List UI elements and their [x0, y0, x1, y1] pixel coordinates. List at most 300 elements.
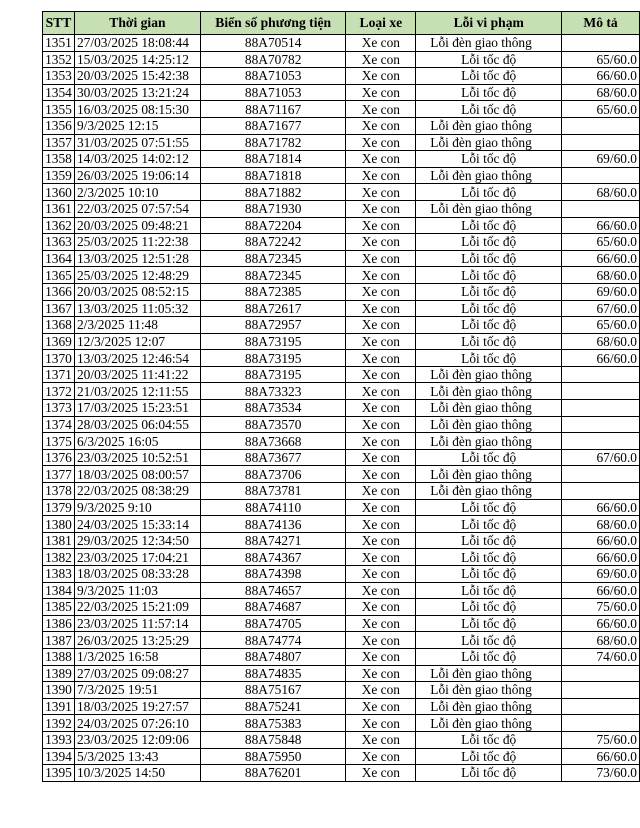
cell-time: 22/03/2025 08:38:29	[74, 483, 200, 500]
cell-violation: Lỗi tốc độ	[416, 765, 562, 782]
cell-description: 68/60.0	[562, 184, 640, 201]
cell-vehicle-type: Xe con	[346, 383, 416, 400]
table-row	[43, 68, 640, 85]
cell-plate: 88A71053	[200, 68, 346, 85]
table-row	[43, 400, 640, 417]
cell-description: 65/60.0	[562, 234, 640, 251]
cell-violation: Lỗi tốc độ	[416, 101, 562, 118]
cell-time: 21/03/2025 12:11:55	[74, 383, 200, 400]
cell-description: 67/60.0	[562, 300, 640, 317]
cell-time: 23/03/2025 17:04:21	[74, 549, 200, 566]
cell-description: 75/60.0	[562, 731, 640, 748]
table-body	[43, 35, 640, 782]
cell-stt: 1355	[43, 101, 75, 118]
cell-vehicle-type: Xe con	[346, 134, 416, 151]
cell-violation: Lỗi đèn giao thông	[416, 483, 562, 500]
cell-vehicle-type: Xe con	[346, 300, 416, 317]
cell-plate: 88A72617	[200, 300, 346, 317]
cell-violation: Lỗi tốc độ	[416, 748, 562, 765]
cell-plate: 88A72385	[200, 283, 346, 300]
cell-description: 66/60.0	[562, 582, 640, 599]
cell-violation: Lỗi đèn giao thông	[416, 715, 562, 732]
table-row	[43, 300, 640, 317]
table-row	[43, 665, 640, 682]
cell-violation: Lỗi đèn giao thông	[416, 665, 562, 682]
cell-vehicle-type: Xe con	[346, 549, 416, 566]
header-plate: Biển số phương tiện	[200, 12, 346, 35]
table-row	[43, 51, 640, 68]
table-row	[43, 134, 640, 151]
cell-violation: Lỗi đèn giao thông	[416, 433, 562, 450]
cell-time: 6/3/2025 16:05	[74, 433, 200, 450]
cell-vehicle-type: Xe con	[346, 566, 416, 583]
cell-vehicle-type: Xe con	[346, 234, 416, 251]
cell-vehicle-type: Xe con	[346, 682, 416, 699]
cell-stt: 1365	[43, 267, 75, 284]
cell-violation: Lỗi tốc độ	[416, 566, 562, 583]
cell-plate: 88A75383	[200, 715, 346, 732]
cell-plate: 88A73706	[200, 466, 346, 483]
cell-plate: 88A74705	[200, 615, 346, 632]
cell-vehicle-type: Xe con	[346, 765, 416, 782]
cell-plate: 88A75167	[200, 682, 346, 699]
cell-vehicle-type: Xe con	[346, 117, 416, 134]
cell-violation: Lỗi đèn giao thông	[416, 698, 562, 715]
cell-violation: Lỗi đèn giao thông	[416, 200, 562, 217]
cell-violation: Lỗi tốc độ	[416, 632, 562, 649]
cell-violation: Lỗi tốc độ	[416, 217, 562, 234]
cell-time: 13/03/2025 12:46:54	[74, 350, 200, 367]
cell-stt: 1353	[43, 68, 75, 85]
cell-time: 13/03/2025 11:05:32	[74, 300, 200, 317]
cell-violation: Lỗi tốc độ	[416, 267, 562, 284]
cell-time: 18/03/2025 08:00:57	[74, 466, 200, 483]
cell-stt: 1379	[43, 499, 75, 516]
cell-time: 27/03/2025 09:08:27	[74, 665, 200, 682]
cell-plate: 88A75241	[200, 698, 346, 715]
violation-table	[42, 11, 640, 782]
cell-violation: Lỗi tốc độ	[416, 283, 562, 300]
cell-violation: Lỗi tốc độ	[416, 184, 562, 201]
cell-time: 7/3/2025 19:51	[74, 682, 200, 699]
table-row	[43, 267, 640, 284]
cell-plate: 88A73534	[200, 400, 346, 417]
cell-stt: 1377	[43, 466, 75, 483]
cell-time: 5/3/2025 13:43	[74, 748, 200, 765]
table-row	[43, 101, 640, 118]
cell-vehicle-type: Xe con	[346, 698, 416, 715]
cell-vehicle-type: Xe con	[346, 516, 416, 533]
cell-vehicle-type: Xe con	[346, 167, 416, 184]
cell-time: 24/03/2025 07:26:10	[74, 715, 200, 732]
cell-plate: 88A74271	[200, 532, 346, 549]
cell-stt: 1351	[43, 35, 75, 52]
cell-plate: 88A73195	[200, 366, 346, 383]
cell-plate: 88A74835	[200, 665, 346, 682]
cell-vehicle-type: Xe con	[346, 317, 416, 334]
cell-stt: 1372	[43, 383, 75, 400]
cell-stt: 1378	[43, 483, 75, 500]
cell-violation: Lỗi tốc độ	[416, 151, 562, 168]
cell-vehicle-type: Xe con	[346, 748, 416, 765]
cell-stt: 1376	[43, 449, 75, 466]
cell-time: 22/03/2025 15:21:09	[74, 599, 200, 616]
cell-violation: Lỗi tốc độ	[416, 51, 562, 68]
cell-violation: Lỗi tốc độ	[416, 317, 562, 334]
table-row	[43, 582, 640, 599]
cell-description	[562, 134, 640, 151]
cell-plate: 88A72345	[200, 250, 346, 267]
cell-violation: Lỗi tốc độ	[416, 234, 562, 251]
cell-description	[562, 200, 640, 217]
cell-stt: 1359	[43, 167, 75, 184]
header-time: Thời gian	[74, 12, 200, 35]
cell-plate: 88A74367	[200, 549, 346, 566]
table-row	[43, 648, 640, 665]
cell-violation: Lỗi tốc độ	[416, 449, 562, 466]
cell-violation: Lỗi tốc độ	[416, 333, 562, 350]
cell-stt: 1352	[43, 51, 75, 68]
cell-time: 22/03/2025 07:57:54	[74, 200, 200, 217]
table-row	[43, 765, 640, 782]
cell-time: 20/03/2025 11:41:22	[74, 366, 200, 383]
table-row	[43, 433, 640, 450]
cell-stt: 1394	[43, 748, 75, 765]
cell-stt: 1385	[43, 599, 75, 616]
cell-time: 28/03/2025 06:04:55	[74, 416, 200, 433]
table-row	[43, 217, 640, 234]
cell-description: 74/60.0	[562, 648, 640, 665]
cell-vehicle-type: Xe con	[346, 250, 416, 267]
header-row	[43, 12, 640, 35]
cell-description	[562, 433, 640, 450]
cell-description: 66/60.0	[562, 532, 640, 549]
cell-violation: Lỗi tốc độ	[416, 615, 562, 632]
cell-stt: 1368	[43, 317, 75, 334]
cell-violation: Lỗi đèn giao thông	[416, 117, 562, 134]
cell-description: 69/60.0	[562, 566, 640, 583]
table-row	[43, 317, 640, 334]
table-row	[43, 283, 640, 300]
cell-description: 68/60.0	[562, 516, 640, 533]
cell-description: 66/60.0	[562, 499, 640, 516]
cell-stt: 1366	[43, 283, 75, 300]
cell-plate: 88A76201	[200, 765, 346, 782]
cell-vehicle-type: Xe con	[346, 665, 416, 682]
cell-stt: 1356	[43, 117, 75, 134]
cell-vehicle-type: Xe con	[346, 632, 416, 649]
cell-vehicle-type: Xe con	[346, 68, 416, 85]
table-row	[43, 715, 640, 732]
cell-plate: 88A74807	[200, 648, 346, 665]
header-vehicle-type: Loại xe	[346, 12, 416, 35]
cell-time: 14/03/2025 14:02:12	[74, 151, 200, 168]
cell-stt: 1354	[43, 84, 75, 101]
cell-violation: Lỗi đèn giao thông	[416, 682, 562, 699]
cell-vehicle-type: Xe con	[346, 400, 416, 417]
cell-stt: 1392	[43, 715, 75, 732]
cell-time: 20/03/2025 08:52:15	[74, 283, 200, 300]
table-row	[43, 499, 640, 516]
cell-vehicle-type: Xe con	[346, 416, 416, 433]
cell-vehicle-type: Xe con	[346, 350, 416, 367]
cell-stt: 1357	[43, 134, 75, 151]
cell-violation: Lỗi đèn giao thông	[416, 416, 562, 433]
cell-vehicle-type: Xe con	[346, 333, 416, 350]
table-row	[43, 532, 640, 549]
cell-violation: Lỗi đèn giao thông	[416, 134, 562, 151]
table-row	[43, 416, 640, 433]
table-row	[43, 449, 640, 466]
table-row	[43, 748, 640, 765]
cell-time: 1/3/2025 16:58	[74, 648, 200, 665]
cell-plate: 88A75848	[200, 731, 346, 748]
cell-plate: 88A72204	[200, 217, 346, 234]
cell-time: 25/03/2025 12:48:29	[74, 267, 200, 284]
cell-description: 75/60.0	[562, 599, 640, 616]
cell-vehicle-type: Xe con	[346, 35, 416, 52]
cell-vehicle-type: Xe con	[346, 449, 416, 466]
cell-plate: 88A73570	[200, 416, 346, 433]
cell-plate: 88A74110	[200, 499, 346, 516]
cell-time: 9/3/2025 12:15	[74, 117, 200, 134]
header-stt: STT	[43, 12, 75, 35]
cell-description	[562, 35, 640, 52]
cell-plate: 88A71677	[200, 117, 346, 134]
cell-description	[562, 117, 640, 134]
cell-stt: 1390	[43, 682, 75, 699]
cell-stt: 1362	[43, 217, 75, 234]
cell-time: 10/3/2025 14:50	[74, 765, 200, 782]
cell-stt: 1383	[43, 566, 75, 583]
cell-vehicle-type: Xe con	[346, 715, 416, 732]
cell-plate: 88A70782	[200, 51, 346, 68]
cell-time: 2/3/2025 10:10	[74, 184, 200, 201]
table-row	[43, 35, 640, 52]
cell-stt: 1358	[43, 151, 75, 168]
cell-vehicle-type: Xe con	[346, 648, 416, 665]
cell-description	[562, 665, 640, 682]
cell-plate: 88A74774	[200, 632, 346, 649]
cell-violation: Lỗi tốc độ	[416, 532, 562, 549]
table-row	[43, 566, 640, 583]
cell-description: 66/60.0	[562, 250, 640, 267]
cell-plate: 88A71818	[200, 167, 346, 184]
cell-time: 2/3/2025 11:48	[74, 317, 200, 334]
cell-violation: Lỗi tốc độ	[416, 68, 562, 85]
cell-plate: 88A71167	[200, 101, 346, 118]
cell-stt: 1361	[43, 200, 75, 217]
cell-plate: 88A72242	[200, 234, 346, 251]
cell-description	[562, 698, 640, 715]
cell-time: 30/03/2025 13:21:24	[74, 84, 200, 101]
cell-stt: 1384	[43, 582, 75, 599]
table-row	[43, 200, 640, 217]
cell-description: 65/60.0	[562, 101, 640, 118]
cell-vehicle-type: Xe con	[346, 599, 416, 616]
cell-violation: Lỗi tốc độ	[416, 731, 562, 748]
header-description: Mô tả	[562, 12, 640, 35]
cell-description	[562, 366, 640, 383]
cell-description: 65/60.0	[562, 51, 640, 68]
cell-stt: 1367	[43, 300, 75, 317]
cell-plate: 88A71882	[200, 184, 346, 201]
cell-vehicle-type: Xe con	[346, 582, 416, 599]
cell-violation: Lỗi đèn giao thông	[416, 466, 562, 483]
cell-stt: 1395	[43, 765, 75, 782]
table-row	[43, 383, 640, 400]
cell-description: 66/60.0	[562, 217, 640, 234]
cell-description	[562, 466, 640, 483]
cell-plate: 88A73668	[200, 433, 346, 450]
cell-stt: 1387	[43, 632, 75, 649]
cell-violation: Lỗi đèn giao thông	[416, 35, 562, 52]
cell-plate: 88A73195	[200, 350, 346, 367]
cell-violation: Lỗi tốc độ	[416, 499, 562, 516]
cell-time: 20/03/2025 15:42:38	[74, 68, 200, 85]
cell-stt: 1371	[43, 366, 75, 383]
cell-plate: 88A73323	[200, 383, 346, 400]
cell-time: 24/03/2025 15:33:14	[74, 516, 200, 533]
cell-description: 66/60.0	[562, 549, 640, 566]
cell-stt: 1382	[43, 549, 75, 566]
cell-vehicle-type: Xe con	[346, 51, 416, 68]
cell-vehicle-type: Xe con	[346, 615, 416, 632]
table-row	[43, 84, 640, 101]
cell-vehicle-type: Xe con	[346, 483, 416, 500]
cell-description	[562, 167, 640, 184]
cell-time: 25/03/2025 11:22:38	[74, 234, 200, 251]
cell-plate: 88A71814	[200, 151, 346, 168]
cell-plate: 88A74398	[200, 566, 346, 583]
cell-description	[562, 483, 640, 500]
cell-vehicle-type: Xe con	[346, 283, 416, 300]
cell-violation: Lỗi đèn giao thông	[416, 366, 562, 383]
cell-time: 18/03/2025 19:27:57	[74, 698, 200, 715]
table-row	[43, 151, 640, 168]
cell-description: 66/60.0	[562, 748, 640, 765]
cell-time: 26/03/2025 19:06:14	[74, 167, 200, 184]
cell-time: 18/03/2025 08:33:28	[74, 566, 200, 583]
cell-time: 20/03/2025 09:48:21	[74, 217, 200, 234]
cell-description: 68/60.0	[562, 632, 640, 649]
table-row	[43, 350, 640, 367]
table-row	[43, 698, 640, 715]
cell-time: 13/03/2025 12:51:28	[74, 250, 200, 267]
cell-plate: 88A72957	[200, 317, 346, 334]
table-row	[43, 615, 640, 632]
table-row	[43, 516, 640, 533]
cell-vehicle-type: Xe con	[346, 433, 416, 450]
cell-violation: Lỗi tốc độ	[416, 516, 562, 533]
cell-vehicle-type: Xe con	[346, 217, 416, 234]
cell-violation: Lỗi tốc độ	[416, 350, 562, 367]
cell-plate: 88A73781	[200, 483, 346, 500]
cell-description	[562, 715, 640, 732]
cell-plate: 88A73195	[200, 333, 346, 350]
cell-plate: 88A70514	[200, 35, 346, 52]
cell-time: 12/3/2025 12:07	[74, 333, 200, 350]
cell-stt: 1380	[43, 516, 75, 533]
cell-violation: Lỗi tốc độ	[416, 549, 562, 566]
cell-stt: 1381	[43, 532, 75, 549]
cell-stt: 1391	[43, 698, 75, 715]
cell-violation: Lỗi đèn giao thông	[416, 167, 562, 184]
table-row	[43, 549, 640, 566]
cell-plate: 88A75950	[200, 748, 346, 765]
cell-description: 68/60.0	[562, 267, 640, 284]
cell-violation: Lỗi tốc độ	[416, 582, 562, 599]
cell-description: 68/60.0	[562, 333, 640, 350]
cell-time: 27/03/2025 18:08:44	[74, 35, 200, 52]
table-row	[43, 250, 640, 267]
cell-time: 29/03/2025 12:34:50	[74, 532, 200, 549]
cell-stt: 1393	[43, 731, 75, 748]
cell-vehicle-type: Xe con	[346, 466, 416, 483]
table-row	[43, 483, 640, 500]
cell-description	[562, 682, 640, 699]
cell-violation: Lỗi tốc độ	[416, 300, 562, 317]
cell-violation: Lỗi đèn giao thông	[416, 383, 562, 400]
cell-plate: 88A74657	[200, 582, 346, 599]
cell-vehicle-type: Xe con	[346, 151, 416, 168]
cell-stt: 1389	[43, 665, 75, 682]
cell-plate: 88A74136	[200, 516, 346, 533]
cell-stt: 1369	[43, 333, 75, 350]
cell-stt: 1386	[43, 615, 75, 632]
cell-time: 31/03/2025 07:51:55	[74, 134, 200, 151]
cell-vehicle-type: Xe con	[346, 84, 416, 101]
cell-stt: 1363	[43, 234, 75, 251]
cell-time: 17/03/2025 15:23:51	[74, 400, 200, 417]
table-row	[43, 632, 640, 649]
cell-description: 69/60.0	[562, 151, 640, 168]
cell-stt: 1360	[43, 184, 75, 201]
cell-stt: 1375	[43, 433, 75, 450]
cell-description	[562, 416, 640, 433]
cell-violation: Lỗi đèn giao thông	[416, 400, 562, 417]
cell-vehicle-type: Xe con	[346, 267, 416, 284]
cell-time: 23/03/2025 10:52:51	[74, 449, 200, 466]
cell-vehicle-type: Xe con	[346, 101, 416, 118]
table-row	[43, 234, 640, 251]
cell-stt: 1373	[43, 400, 75, 417]
cell-description: 69/60.0	[562, 283, 640, 300]
cell-time: 9/3/2025 11:03	[74, 582, 200, 599]
cell-description: 66/60.0	[562, 350, 640, 367]
cell-vehicle-type: Xe con	[346, 731, 416, 748]
cell-time: 26/03/2025 13:25:29	[74, 632, 200, 649]
cell-time: 9/3/2025 9:10	[74, 499, 200, 516]
cell-vehicle-type: Xe con	[346, 499, 416, 516]
cell-vehicle-type: Xe con	[346, 184, 416, 201]
table-row	[43, 466, 640, 483]
table-row	[43, 167, 640, 184]
cell-violation: Lỗi tốc độ	[416, 599, 562, 616]
cell-vehicle-type: Xe con	[346, 532, 416, 549]
cell-plate: 88A72345	[200, 267, 346, 284]
cell-description: 67/60.0	[562, 449, 640, 466]
cell-description	[562, 400, 640, 417]
table-row	[43, 333, 640, 350]
cell-stt: 1388	[43, 648, 75, 665]
table-row	[43, 117, 640, 134]
cell-plate: 88A71782	[200, 134, 346, 151]
cell-violation: Lỗi tốc độ	[416, 648, 562, 665]
cell-time: 16/03/2025 08:15:30	[74, 101, 200, 118]
table-row	[43, 599, 640, 616]
violation-table-container	[42, 11, 640, 782]
